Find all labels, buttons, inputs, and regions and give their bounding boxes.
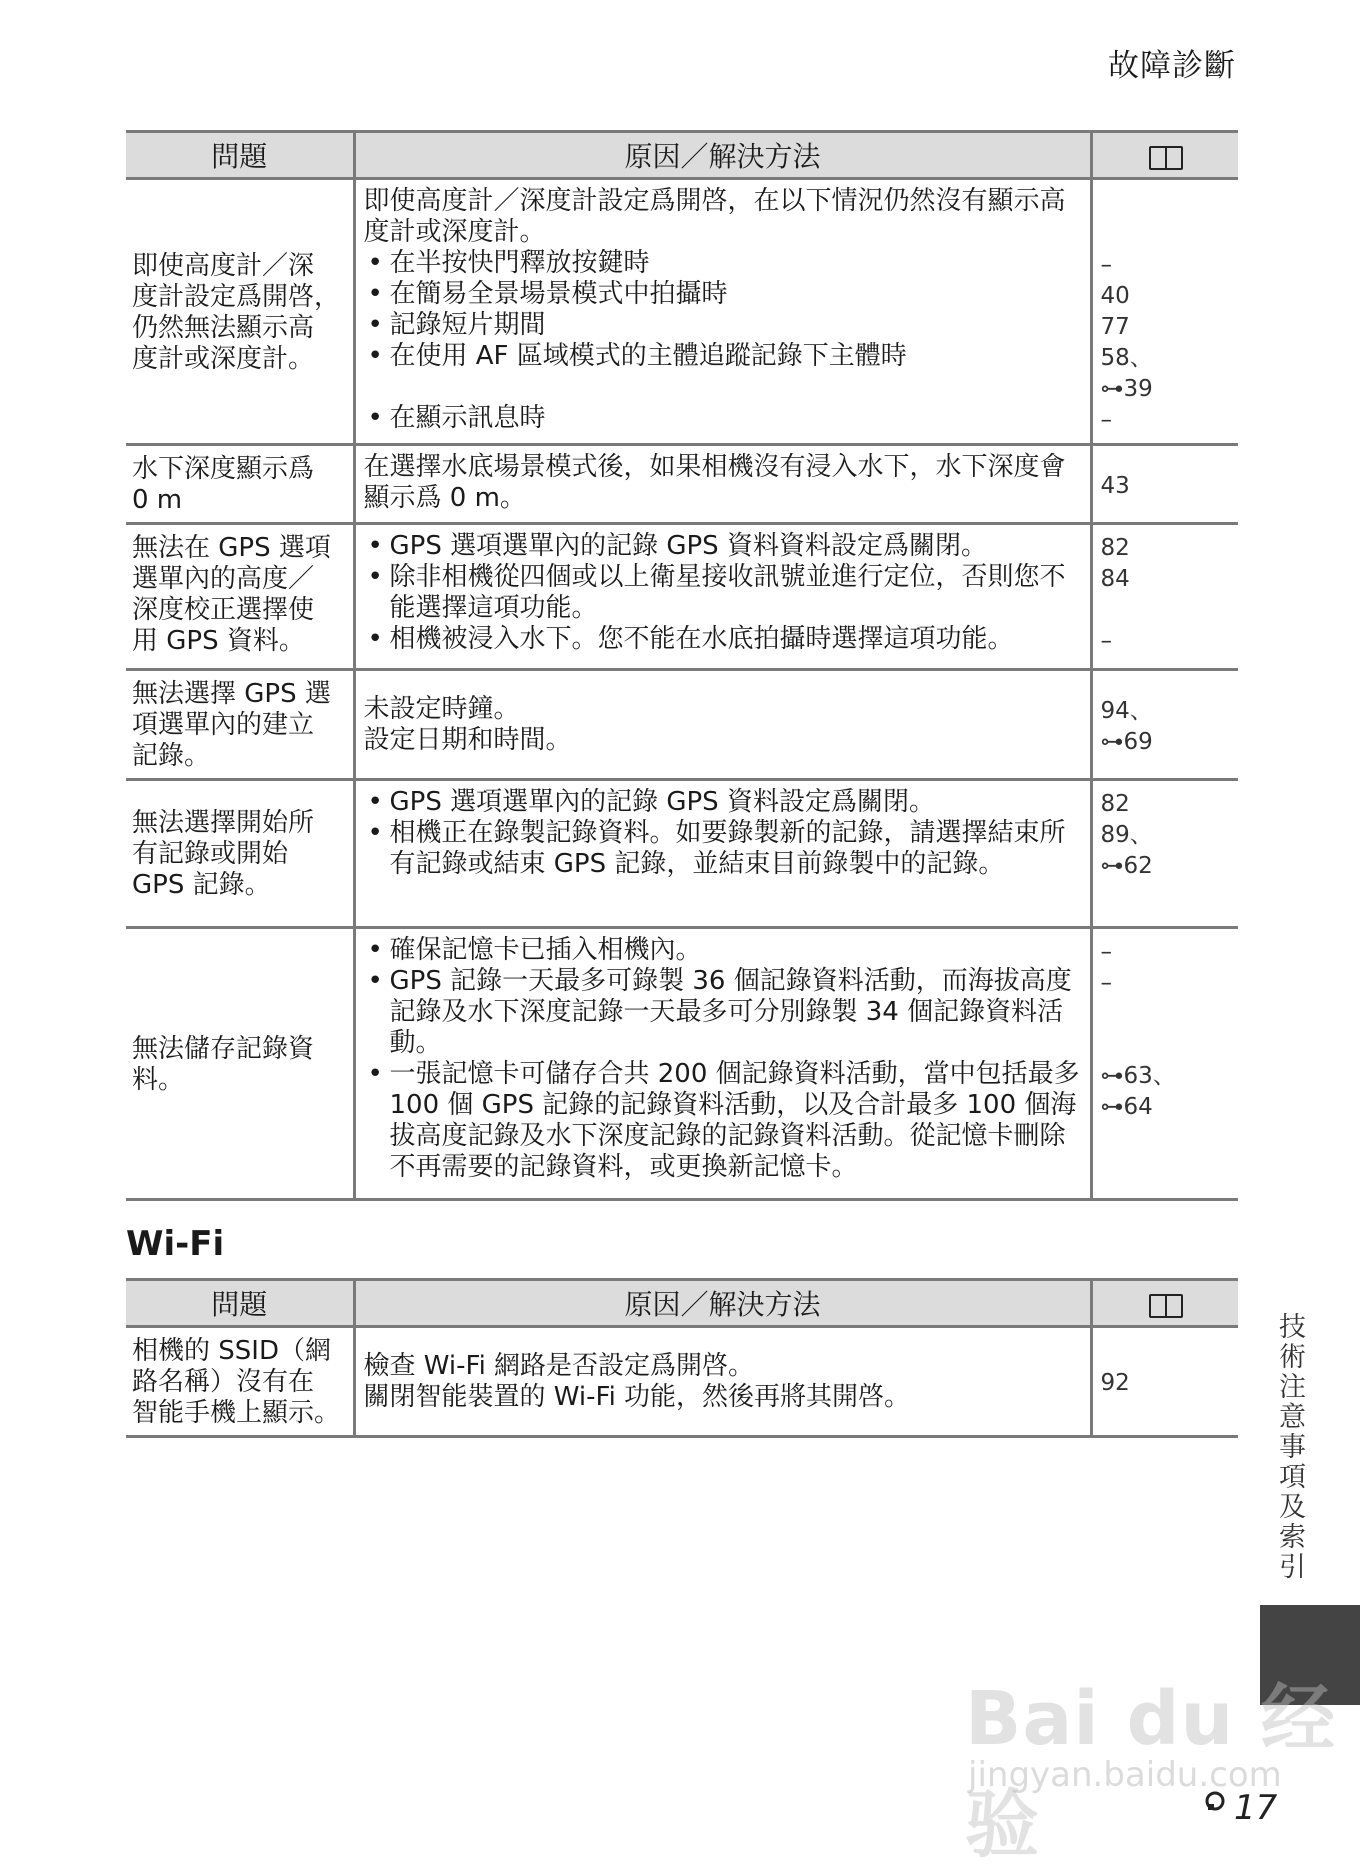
page-ref-cell: 82 84 – bbox=[1091, 524, 1238, 670]
solution-cell: 檢查 Wi-Fi 網路是否設定爲開啓。 關閉智能裝置的 Wi-Fi 功能，然後再將其開啓。 bbox=[354, 1327, 1091, 1437]
table-row bbox=[126, 179, 1238, 445]
problem-cell: 無法儲存記錄資 料。 bbox=[126, 928, 354, 1200]
table-row bbox=[126, 670, 1238, 780]
page-ref-cell: 94、 ⊶69 bbox=[1091, 670, 1238, 780]
table-row bbox=[126, 445, 1238, 524]
list-item: • 在簡易全景場景模式中拍攝時 bbox=[364, 279, 1082, 310]
col-header-page-ref bbox=[1091, 1280, 1238, 1327]
problem-cell: 即使高度計／深 度計設定爲開啓， 仍然無法顯示高 度計或深度計。 bbox=[126, 179, 354, 445]
problem-cell: 相機的 SSID（網 路名稱）沒有在 智能手機上顯示。 bbox=[126, 1327, 354, 1437]
solution-cell bbox=[354, 780, 1091, 928]
col-header-page-ref bbox=[1091, 132, 1238, 179]
list-item: • GPS 記錄一天最多可錄製 36 個記錄資料活動，而海拔高度記錄及水下深度記錄一天最多可分別錄製 34 個記錄資料活動。 bbox=[364, 966, 1082, 1059]
col-header-cause-solution: 原因／解決方法 bbox=[354, 1280, 1091, 1327]
problem-cell: 無法選擇開始所 有記錄或開始 GPS 記錄。 bbox=[126, 780, 354, 928]
list-item: • 在半按快門釋放按鍵時 bbox=[364, 248, 1082, 279]
page-ref-cell: 82 89、 ⊶62 bbox=[1091, 780, 1238, 928]
table-header-row bbox=[126, 132, 1238, 179]
section-title-wifi: Wi-Fi bbox=[126, 1224, 225, 1264]
table-header-row bbox=[126, 1280, 1238, 1327]
table-row bbox=[126, 1327, 1238, 1437]
troubleshooting-table-gps bbox=[126, 130, 1238, 1201]
col-header-problem: 問題 bbox=[126, 132, 354, 179]
solution-cell: 未設定時鐘。 設定日期和時間。 bbox=[354, 670, 1091, 780]
list-item: • 記錄短片期間 bbox=[364, 310, 1082, 341]
problem-cell: 無法在 GPS 選項 選單內的高度／ 深度校正選擇使 用 GPS 資料。 bbox=[126, 524, 354, 670]
col-header-cause-solution: 原因／解決方法 bbox=[354, 132, 1091, 179]
problem-cell: 水下深度顯示爲 0 m bbox=[126, 445, 354, 524]
watermark-url: jingyan.baidu.com bbox=[968, 1755, 1282, 1795]
list-item: • 一張記憶卡可儲存合共 200 個記錄資料活動，當中包括最多 100 個 GPS 記錄的記錄資料活動，以及合計最多 100 個海拔高度記錄及水下深度記錄的記錄資料活動。從記憶卡刪除不再需要的記錄資料，或更換新記憶卡。 bbox=[364, 1059, 1082, 1183]
list-item: • GPS 選項選單內的記錄 GPS 資料設定爲關閉。 bbox=[364, 787, 1082, 818]
solution-intro: 即使高度計／深度計設定爲開啓，在以下情況仍然沒有顯示高度計或深度計。 bbox=[363, 186, 1066, 247]
list-item: • 相機正在錄製記錄資料。如要錄製新的記錄，請選擇結束所有記錄或結束 GPS 記錄，並結束目前錄製中的記錄。 bbox=[364, 818, 1082, 880]
list-item: • 在顯示訊息時 bbox=[364, 403, 1082, 434]
page-number: 17 bbox=[1234, 1788, 1278, 1828]
table-row bbox=[126, 524, 1238, 670]
book-icon bbox=[1148, 1292, 1182, 1318]
col-header-problem: 問題 bbox=[126, 1280, 354, 1327]
book-icon bbox=[1148, 144, 1182, 170]
troubleshooting-table-wifi bbox=[126, 1278, 1238, 1438]
solution-cell bbox=[354, 928, 1091, 1200]
solution-cell: 在選擇水底場景模式後，如果相機沒有浸入水下，水下深度會顯示爲 0 m。 bbox=[354, 445, 1091, 524]
side-chapter-label: 技術注意事項及索引 bbox=[1274, 1312, 1305, 1582]
solution-cell bbox=[354, 179, 1091, 445]
list-item: • 除非相機從四個或以上衛星接收訊號並進行定位，否則您不能選擇這項功能。 bbox=[364, 562, 1082, 624]
table-row bbox=[126, 780, 1238, 928]
table-row bbox=[126, 928, 1238, 1200]
list-item: • 相機被浸入水下。您不能在水底拍攝時選擇這項功能。 bbox=[364, 624, 1082, 655]
page-ref-cell: 92 bbox=[1091, 1327, 1238, 1437]
page-section-icon bbox=[1204, 1790, 1226, 1812]
list-item: • GPS 選項選單內的記錄 GPS 資料資料設定爲關閉。 bbox=[364, 531, 1082, 562]
watermark-brand: Bai du 经验 bbox=[965, 1676, 1336, 1868]
list-item: • 在使用 AF 區域模式的主體追蹤記錄下主體時 bbox=[364, 341, 1082, 372]
page-ref-cell: – – ⊶63、 ⊶64 bbox=[1091, 928, 1238, 1200]
page-header-title: 故障診斷 bbox=[1108, 48, 1236, 84]
solution-cell bbox=[354, 524, 1091, 670]
page-ref-cell: 43 bbox=[1091, 445, 1238, 524]
page-ref-cell: – 40 77 58、 ⊶39 – bbox=[1091, 179, 1238, 445]
list-item: • 確保記憶卡已插入相機內。 bbox=[364, 935, 1082, 966]
problem-cell: 無法選擇 GPS 選 項選單內的建立 記錄。 bbox=[126, 670, 354, 780]
